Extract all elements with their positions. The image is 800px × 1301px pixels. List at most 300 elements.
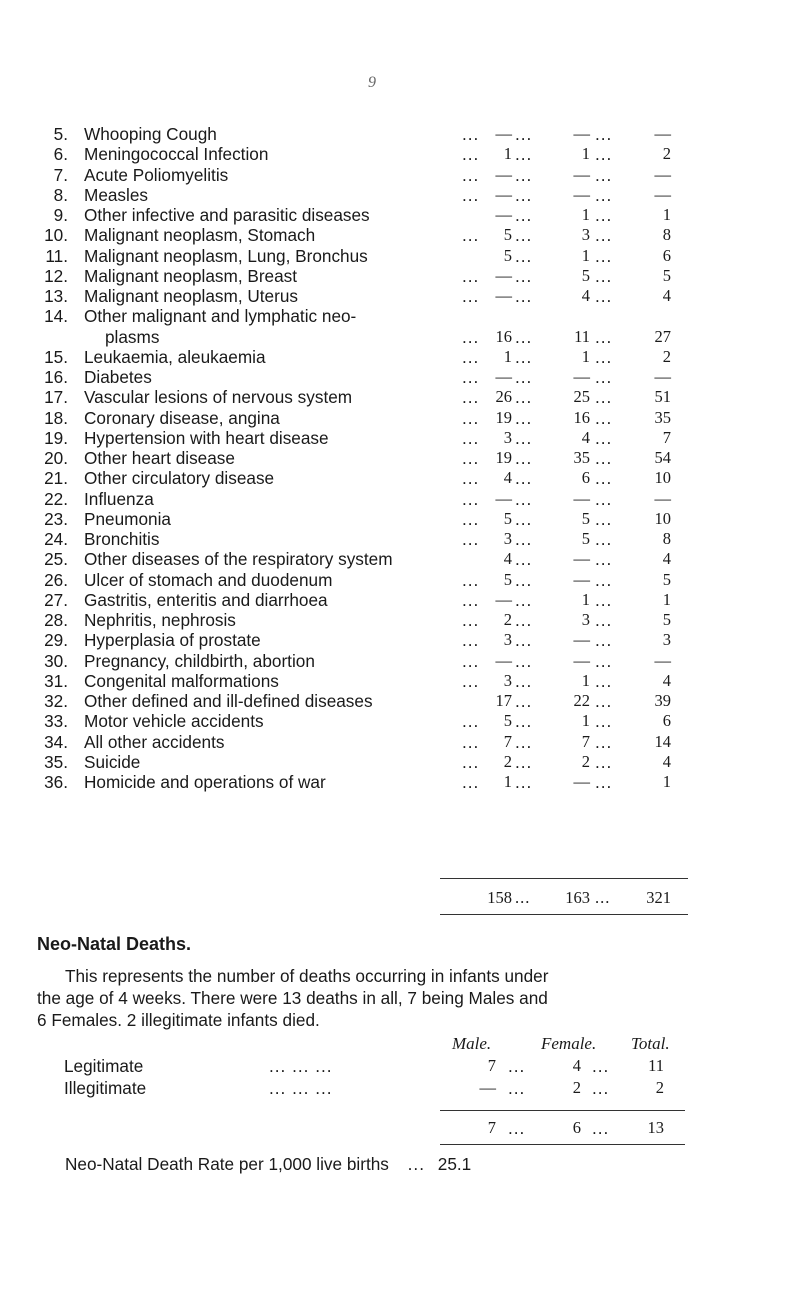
female-value: 5 (581, 265, 590, 285)
separator: ... (515, 751, 533, 772)
cause-name: Congenital malformations (84, 670, 279, 691)
cause-row (38, 691, 688, 711)
cause-name-continued: plasms (105, 326, 160, 347)
cause-row (38, 428, 688, 448)
cause-name: Coronary disease, angina (84, 407, 280, 428)
cause-row (38, 205, 688, 225)
separator: ... (515, 286, 533, 306)
male-total: 7 (487, 1118, 496, 1137)
separator: ... (515, 610, 533, 630)
cause-name: Malignant neoplasm, Lung, Bronchus (84, 245, 368, 266)
cause-name: Influenza (84, 488, 154, 509)
row-label: Legitimate (64, 1056, 144, 1076)
female-value: 25 (573, 387, 590, 407)
rate-value: 25.1 (437, 1154, 472, 1174)
male-value: 17 (495, 691, 512, 710)
male-value: — (495, 124, 512, 143)
cause-row (38, 570, 688, 590)
female-value: 16 (573, 407, 590, 427)
female-total: 6 (572, 1118, 581, 1137)
cause-name: Hypertension with heart disease (84, 427, 329, 448)
separator: ... (595, 751, 613, 772)
female-value: 22 (573, 691, 590, 710)
causes-totals-row (38, 888, 688, 908)
total-all: 321 (646, 888, 671, 907)
cause-name: Acute Poliomyelitis (84, 164, 229, 185)
male-value: 16 (495, 326, 512, 346)
male-value: 3 (503, 670, 512, 690)
grand-total: 13 (647, 1118, 664, 1137)
cause-name: Malignant neoplasm, Breast (84, 265, 298, 286)
cause-row (38, 752, 688, 772)
separator: ... (595, 488, 613, 509)
female-value: 4 (572, 1056, 581, 1075)
female-value: 35 (573, 448, 590, 467)
separator: ... (515, 630, 533, 651)
total-value: 4 (662, 751, 671, 771)
separator: ... (595, 427, 613, 448)
cause-name: Other heart disease (84, 448, 235, 468)
cause-row (38, 529, 688, 549)
cause-number: 33. (44, 711, 68, 732)
column-header-male: Male. (452, 1034, 492, 1053)
cause-name: Whooping Cough (84, 124, 217, 144)
cause-number: 10. (44, 225, 68, 246)
male-value: 1 (503, 144, 512, 164)
paragraph-line: the age of 4 weeks. There were 13 deaths in all, 7 being Males and (37, 987, 548, 1008)
female-value: — (573, 772, 590, 791)
leader-dots: ... (462, 589, 480, 610)
cause-name: Other circulatory disease (84, 468, 275, 489)
female-value: — (573, 184, 590, 204)
paragraph-line: 6 Females. 2 illegitimate infants died. (37, 1009, 320, 1030)
cause-number: 31. (44, 670, 68, 691)
male-value: 1 (503, 772, 512, 791)
separator: ... (595, 387, 613, 408)
cause-name: Measles (84, 184, 148, 205)
male-value: 2 (503, 610, 512, 629)
female-value: 1 (581, 711, 590, 731)
neo-natal-heading: Neo-Natal Deaths. (37, 934, 192, 954)
leader-dots: ... (462, 407, 480, 428)
cause-name: Homicide and operations of war (84, 772, 326, 792)
female-value: — (573, 630, 590, 650)
cause-number: 35. (44, 751, 68, 772)
male-value: — (495, 205, 512, 224)
total-value: 6 (662, 245, 671, 265)
cause-number: 5. (53, 124, 68, 144)
cause-name: Vascular lesions of nervous system (84, 387, 353, 408)
cause-number: 7. (53, 164, 68, 185)
separator: ... (592, 1118, 610, 1138)
cause-row (38, 124, 688, 144)
cause-number: 11. (45, 245, 68, 266)
neo-rule-bottom (440, 1144, 685, 1145)
separator: ... (515, 711, 533, 732)
leader-dots: ... ... ... (269, 1078, 333, 1098)
total-value: 1 (662, 205, 671, 224)
separator: ... (595, 529, 613, 549)
neo-natal-paragraph (37, 966, 687, 1031)
leader-dots: ... (462, 225, 480, 246)
male-value: 5 (503, 225, 512, 245)
male-value: 26 (495, 387, 512, 407)
female-value: 4 (581, 286, 590, 305)
separator: ... (595, 569, 613, 590)
cause-number: 17. (44, 387, 68, 408)
male-value: 3 (503, 630, 512, 650)
cause-number: 20. (44, 448, 68, 468)
cause-name: Meningococcal Infection (84, 144, 269, 165)
leader-dots: ... (462, 569, 480, 590)
row-label: Illegitimate (64, 1078, 147, 1098)
total-value: 27 (654, 326, 671, 346)
male-value: — (495, 184, 512, 204)
total-value: 35 (654, 407, 671, 427)
total-value: 54 (654, 448, 671, 467)
male-value: 19 (495, 407, 512, 427)
separator: ... (515, 691, 533, 711)
total-value: 8 (662, 529, 671, 548)
separator: ... (515, 731, 533, 752)
separator: ... (592, 1056, 610, 1076)
cause-row (38, 671, 688, 691)
leader-dots: ... ... ... (269, 1056, 333, 1076)
cause-number: 27. (44, 589, 68, 610)
cause-row (38, 408, 688, 428)
cause-name: Other malignant and lymphatic neo- (84, 306, 357, 327)
paragraph-line: This represents the number of deaths occurring in infants under (65, 966, 549, 986)
total-value: — (654, 367, 671, 386)
separator: ... (595, 245, 613, 266)
separator: ... (515, 427, 533, 448)
separator: ... (515, 569, 533, 590)
cause-number: 28. (44, 610, 68, 630)
cause-number: 21. (44, 468, 68, 489)
total-value: 2 (655, 1078, 664, 1097)
female-value: 3 (581, 610, 590, 629)
separator: ... (595, 650, 613, 671)
cause-name: Nephritis, nephrosis (84, 610, 236, 630)
column-header-female: Female. (541, 1034, 597, 1053)
neo-row-illegitimate (64, 1077, 694, 1099)
cause-row (38, 225, 688, 245)
total-value: 11 (648, 1056, 664, 1075)
neo-totals-row (64, 1117, 694, 1139)
leader-dots: ... (462, 387, 480, 408)
page-number-mark: 9 (368, 74, 376, 91)
female-value: — (573, 367, 590, 386)
separator: ... (515, 387, 533, 408)
separator: ... (515, 508, 533, 529)
female-value: 1 (581, 245, 590, 265)
separator: ... (515, 772, 533, 792)
separator: ... (595, 630, 613, 651)
leader-dots: ... (462, 144, 480, 165)
separator: ... (515, 144, 533, 165)
total-value: 4 (662, 286, 671, 305)
total-value: 1 (662, 772, 671, 791)
female-value: 1 (581, 670, 590, 690)
total-value: 10 (654, 508, 671, 528)
cause-name: Bronchitis (84, 529, 160, 549)
leader-dots: ... (462, 670, 480, 691)
totals-rule-top (440, 878, 688, 879)
separator: ... (515, 670, 533, 691)
separator: ... (515, 407, 533, 428)
total-value: 1 (662, 589, 671, 609)
cause-name: Pregnancy, childbirth, abortion (84, 650, 315, 671)
female-value: 1 (581, 346, 590, 366)
separator: ... (508, 1118, 526, 1138)
separator: ... (595, 549, 613, 570)
cause-name: Ulcer of stomach and duodenum (84, 569, 333, 590)
cause-row (38, 651, 688, 671)
total-value: 4 (662, 670, 671, 690)
separator: ... (595, 508, 613, 529)
cause-name: Other diseases of the respiratory system (84, 549, 393, 570)
cause-number: 32. (44, 691, 68, 711)
female-value: — (573, 650, 590, 670)
cause-number: 34. (44, 731, 68, 752)
separator: ... (592, 1078, 610, 1098)
female-value: 2 (581, 751, 590, 771)
column-header-total: Total. (631, 1034, 670, 1053)
separator: ... (515, 265, 533, 286)
cause-number: 36. (44, 772, 68, 792)
female-value: 7 (581, 731, 590, 751)
cause-number: 6. (53, 144, 68, 165)
female-value: 1 (581, 144, 590, 164)
cause-name: Leukaemia, aleukaemia (84, 346, 266, 367)
total-value: — (654, 650, 671, 670)
total-female: 163 (565, 888, 590, 907)
cause-row (38, 772, 688, 792)
leader-dots: ... (462, 508, 480, 529)
separator: ... (515, 184, 533, 205)
total-value: 39 (654, 691, 671, 710)
leader-dots: ... (462, 630, 480, 651)
neo-rule-top (440, 1110, 685, 1111)
separator: ... (515, 225, 533, 246)
total-value: 5 (662, 569, 671, 589)
separator: ... (595, 225, 613, 246)
cause-number: 8. (53, 184, 68, 205)
cause-number: 18. (44, 407, 68, 428)
separator: ... (515, 488, 533, 509)
separator: ... (595, 670, 613, 691)
cause-row (38, 367, 688, 387)
cause-number: 25. (44, 549, 68, 570)
separator: ... (515, 468, 533, 489)
total-value: 3 (662, 630, 671, 650)
total-value: 6 (662, 711, 671, 731)
male-value: 3 (503, 427, 512, 447)
separator: ... (595, 164, 613, 185)
male-value: 5 (503, 569, 512, 589)
cause-name: Gastritis, enteritis and diarrhoea (84, 589, 328, 610)
female-value: — (573, 569, 590, 589)
cause-row (38, 286, 688, 306)
female-value: — (573, 549, 590, 569)
cause-row (38, 630, 688, 650)
separator: ... (595, 346, 613, 367)
leader-dots: ... (462, 164, 480, 185)
male-value: 1 (503, 346, 512, 366)
male-value: 4 (503, 549, 512, 569)
cause-number: 23. (44, 508, 68, 529)
separator: ... (515, 529, 533, 549)
cause-row (38, 448, 688, 468)
separator: ... (595, 589, 613, 610)
separator: ... (595, 610, 613, 630)
male-value: — (479, 1078, 496, 1097)
separator: ... (595, 184, 613, 205)
cause-row (38, 610, 688, 630)
cause-row (38, 185, 688, 205)
leader-dots: ... (462, 610, 480, 630)
female-value: 5 (581, 508, 590, 528)
male-value: 5 (503, 508, 512, 528)
separator: ... (515, 245, 533, 266)
causes-of-death-table (38, 124, 688, 792)
total-value: 5 (662, 265, 671, 285)
leader-dots: ... (462, 265, 480, 286)
female-value: 6 (581, 468, 590, 488)
total-value: 5 (662, 610, 671, 629)
male-value: — (495, 164, 512, 184)
leader-dots: ... (462, 367, 480, 387)
total-value: 2 (662, 346, 671, 366)
female-value: 2 (572, 1078, 581, 1097)
separator: ... (595, 468, 613, 489)
separator: ... (515, 589, 533, 610)
cause-name: Malignant neoplasm, Uterus (84, 286, 298, 306)
male-value: 4 (503, 468, 512, 488)
cause-number: 29. (44, 630, 68, 651)
cause-number: 19. (44, 427, 68, 448)
female-value: 11 (574, 326, 590, 346)
cause-number: 15. (44, 346, 68, 367)
cause-name: Malignant neoplasm, Stomach (84, 225, 316, 246)
female-value: 1 (581, 205, 590, 224)
separator: ... (595, 326, 613, 347)
cause-row (38, 711, 688, 731)
total-male: 158 (487, 888, 512, 907)
female-value: — (573, 488, 590, 508)
separator: ... (595, 367, 613, 387)
leader-dots: ... (462, 448, 480, 468)
separator: ... (508, 1078, 526, 1098)
leader-dots: ... (462, 529, 480, 549)
leader-dots: ... (462, 772, 480, 792)
leader-dots: ... (462, 468, 480, 489)
totals-rule-bottom (440, 914, 688, 915)
cause-number: 12. (44, 265, 68, 286)
total-value: — (654, 124, 671, 143)
total-value: 2 (662, 144, 671, 164)
separator: ... (595, 265, 613, 286)
cause-name: Pneumonia (84, 508, 171, 529)
male-value: 3 (503, 529, 512, 548)
separator: ... (595, 205, 613, 225)
cause-row (38, 509, 688, 529)
cause-row (38, 347, 688, 367)
separator: ... (595, 448, 613, 468)
total-value: 4 (662, 549, 671, 569)
separator: ... (595, 144, 613, 165)
cause-row (38, 549, 688, 569)
cause-number: 26. (44, 569, 68, 590)
total-value: 14 (654, 731, 671, 751)
neo-natal-death-rate (65, 1154, 471, 1175)
male-value: 19 (495, 448, 512, 467)
male-value: 2 (503, 751, 512, 771)
total-value: 8 (662, 225, 671, 245)
male-value: — (495, 367, 512, 386)
total-value: — (654, 184, 671, 204)
male-value: — (495, 265, 512, 285)
total-value: 51 (654, 387, 671, 407)
male-value: — (495, 650, 512, 670)
separator: ... (508, 1056, 526, 1076)
female-value: 1 (581, 589, 590, 609)
separator: ... (595, 772, 613, 792)
leader-dots: ... (462, 326, 480, 347)
total-value: 7 (662, 427, 671, 447)
separator: ... (515, 326, 533, 347)
cause-name: Motor vehicle accidents (84, 711, 264, 732)
cause-number: 24. (44, 529, 68, 549)
cause-row (38, 246, 688, 266)
female-value: 4 (581, 427, 590, 447)
leader-dots: ... (462, 488, 480, 509)
leader-dots: ... (462, 184, 480, 205)
separator: ... (595, 711, 613, 732)
separator: ... (515, 367, 533, 387)
neo-row-legitimate (64, 1055, 694, 1077)
separator: ... (407, 1154, 425, 1174)
female-value: — (573, 124, 590, 143)
leader-dots: ... (462, 751, 480, 772)
cause-name: Other defined and ill-defined diseases (84, 691, 373, 711)
separator: ... (515, 124, 533, 144)
cause-row (38, 266, 688, 286)
cause-name: Other infective and parasitic diseases (84, 205, 370, 225)
cause-row (38, 306, 688, 347)
cause-number: 9. (53, 205, 68, 225)
separator: ... (515, 346, 533, 367)
leader-dots: ... (462, 286, 480, 306)
leader-dots: ... (462, 711, 480, 732)
male-value: 5 (503, 711, 512, 731)
female-value: — (573, 164, 590, 184)
female-value: 5 (581, 529, 590, 548)
cause-row (38, 144, 688, 164)
male-value: 5 (503, 245, 512, 265)
rate-label: Neo-Natal Death Rate per 1,000 live births (65, 1154, 389, 1174)
leader-dots: ... (462, 731, 480, 752)
cause-row (38, 489, 688, 509)
cause-name: Diabetes (84, 367, 152, 387)
cause-number: 16. (44, 367, 68, 387)
cause-number: 22. (44, 488, 68, 509)
cause-number: 30. (44, 650, 68, 671)
total-value: 10 (654, 468, 671, 488)
total-value: — (654, 488, 671, 508)
male-value: — (495, 589, 512, 609)
male-value: — (495, 286, 512, 305)
